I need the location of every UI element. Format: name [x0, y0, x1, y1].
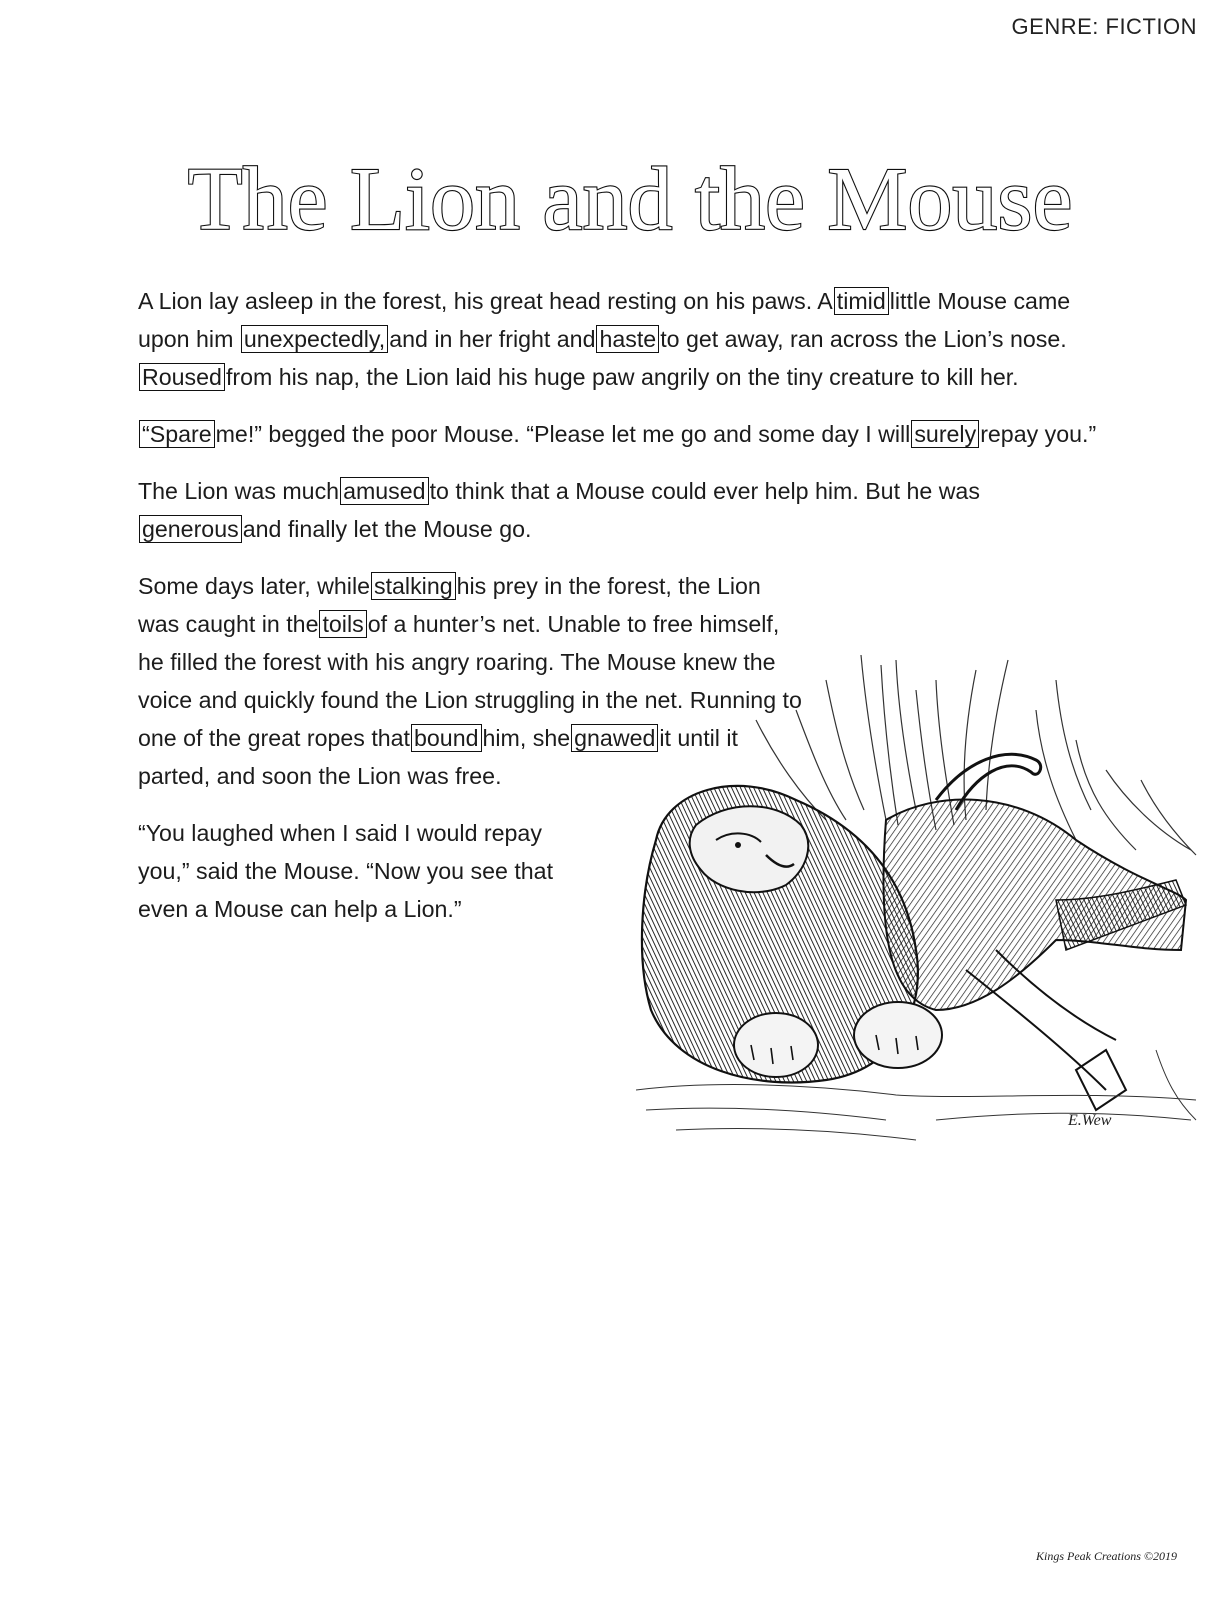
text-run: to think that a Mouse could ever help him. But he was	[429, 478, 980, 504]
text-run: Some days later, while	[138, 573, 370, 599]
footer-copyright: Kings Peak Creations ©2019	[1036, 1549, 1177, 1563]
text-run: from his nap, the Lion laid his huge paw angrily on the tiny creature to kill her.	[225, 364, 1019, 390]
vocab-word-amused: amused	[340, 477, 429, 505]
text-run: The Lion was much	[138, 478, 340, 504]
vocab-word-gnawed: gnawed	[571, 724, 658, 752]
genre-label: GENRE: FICTION	[1011, 14, 1197, 39]
text-run: me!” begged the poor Mouse. “Please let me go and some day I will	[215, 421, 911, 447]
paragraph-5	[138, 814, 588, 928]
vocab-word-stalking: stalking	[371, 572, 456, 600]
vocab-word-generous: generous	[139, 515, 242, 543]
vocab-word-surely: surely	[911, 420, 979, 448]
lion-engraving-icon	[636, 650, 1201, 1155]
vocab-word-unexpectedly: unexpectedly,	[241, 325, 388, 353]
paragraph-3	[138, 472, 1113, 548]
vocab-word-bound: bound	[411, 724, 481, 752]
text-run: to get away, ran across the Lion’s nose.	[660, 326, 1067, 352]
text-run: repay you.”	[980, 421, 1097, 447]
text-run: and finally let the Mouse go.	[242, 516, 532, 542]
paragraph-1	[138, 282, 1113, 396]
vocab-word-spare: “Spare	[139, 420, 215, 448]
vocab-word-haste: haste	[596, 325, 659, 353]
text-run: it until it parted, and soon the Lion was free.	[138, 725, 738, 789]
vocab-word-roused: Roused	[139, 363, 225, 391]
text-run: of a hunter’s net. Unable to free himself, he filled the forest with his angry roaring. The Mouse knew the voice and quickly found the Lion struggling in the net. Running to one of the great ropes that	[138, 611, 802, 751]
text-run: and in her fright and	[389, 326, 596, 352]
text-run: him, she	[482, 725, 571, 751]
artist-signature: E.Wew	[1068, 1112, 1112, 1129]
text-run: “You laughed when I said I would repay you,” said the Mouse. “Now you see that even a Mouse can help a Lion.”	[138, 820, 554, 922]
text-run: his prey in the forest, the Lion was caught in the	[138, 573, 761, 637]
vocab-word-toils: toils	[319, 610, 366, 638]
text-run: little Mouse came upon him	[138, 288, 1071, 352]
story-title: The Lion and the Mouse	[187, 150, 1073, 249]
text-run: A Lion lay asleep in the forest, his great head resting on his paws. A	[138, 288, 833, 314]
vocab-word-timid: timid	[834, 287, 889, 315]
paragraph-2	[138, 415, 1113, 453]
